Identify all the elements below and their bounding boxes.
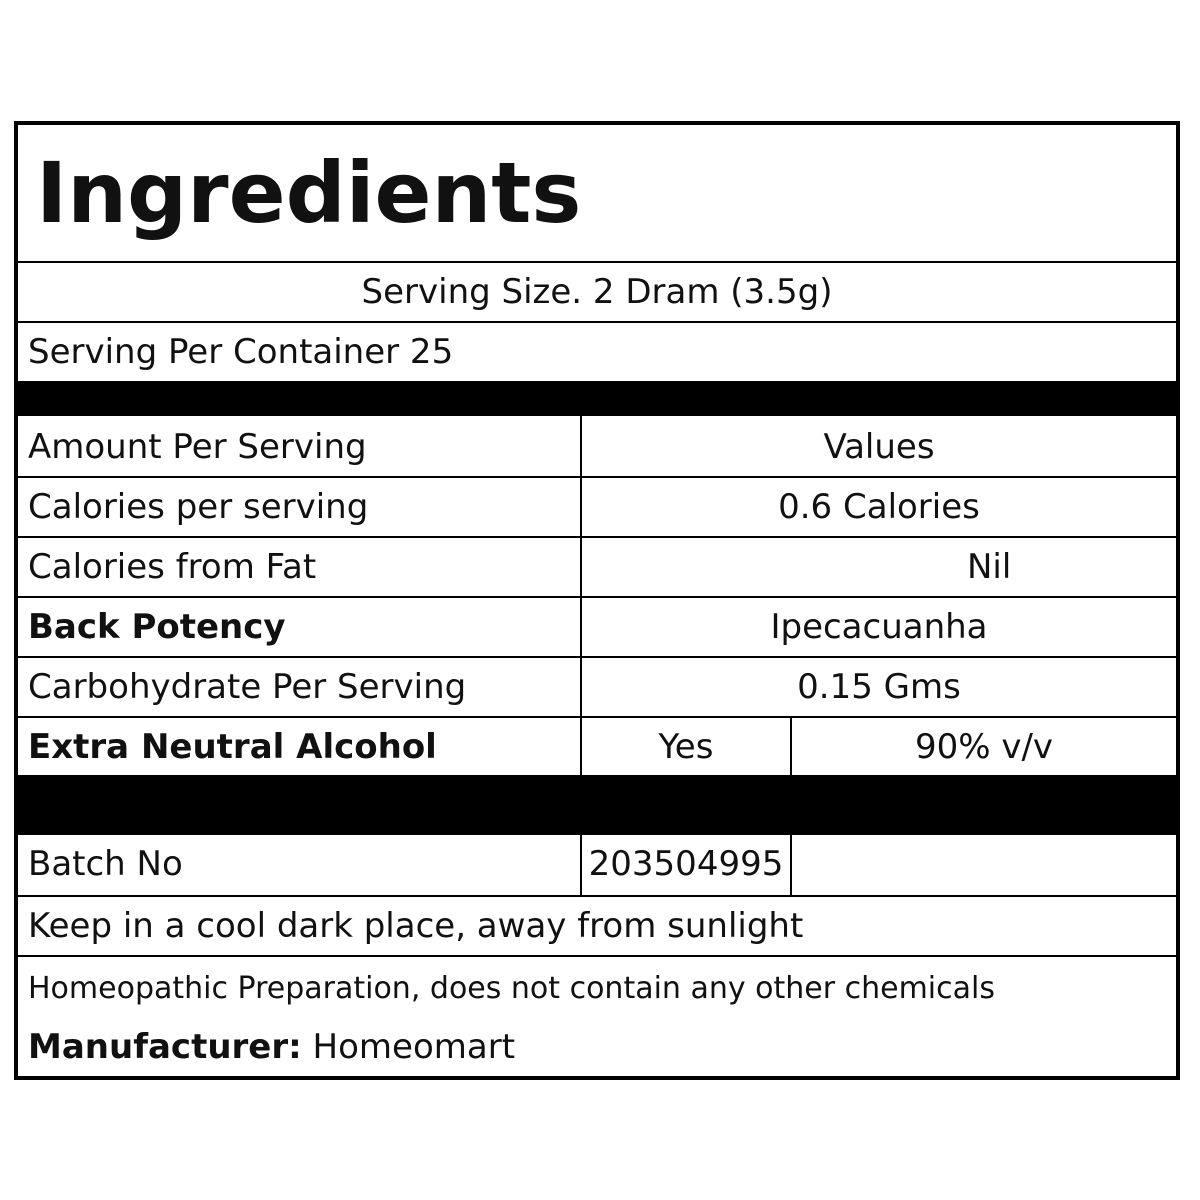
row-value-alcohol-percent: 90% v/v — [914, 727, 1054, 767]
batch-label: Batch No — [28, 844, 183, 884]
servings-per-container: Serving Per Container 25 — [28, 332, 454, 372]
black-divider-bar — [18, 775, 1176, 835]
manufacturer-label: Manufacturer: — [28, 1027, 302, 1067]
table-header-value: Values — [823, 427, 935, 467]
serving-size: Serving Size. 2 Dram (3.5g) — [361, 272, 833, 312]
row-label-back-potency: Back Potency — [28, 607, 286, 647]
row-label-calories-fat: Calories from Fat — [28, 547, 317, 587]
table-header-label: Amount Per Serving — [28, 427, 367, 467]
column-divider — [790, 835, 792, 895]
manufacturer-name: Homeomart — [312, 1027, 516, 1067]
row-value-carbohydrate: 0.15 Gms — [797, 667, 961, 707]
row-value-calories-fat: Nil — [967, 547, 1012, 587]
row-value-back-potency: Ipecacuanha — [770, 607, 988, 647]
row-value-alcohol: Yes — [658, 727, 714, 767]
row-divider — [18, 955, 1176, 957]
row-label-carbohydrate: Carbohydrate Per Serving — [28, 667, 467, 707]
manufacturer-line — [18, 1018, 1176, 1076]
row-label-calories: Calories per serving — [28, 487, 369, 527]
row-label-alcohol: Extra Neutral Alcohol — [28, 727, 437, 767]
row-value-calories: 0.6 Calories — [778, 487, 980, 527]
storage-instructions: Keep in a cool dark place, away from sunlight — [28, 906, 804, 946]
ingredients-label-panel — [14, 121, 1180, 1080]
black-divider-bar — [18, 381, 1176, 416]
label-title: Ingredients — [36, 144, 582, 242]
batch-number: 203504995 — [588, 844, 784, 884]
preparation-note: Homeopathic Preparation, does not contain any other chemicals — [28, 971, 995, 1006]
